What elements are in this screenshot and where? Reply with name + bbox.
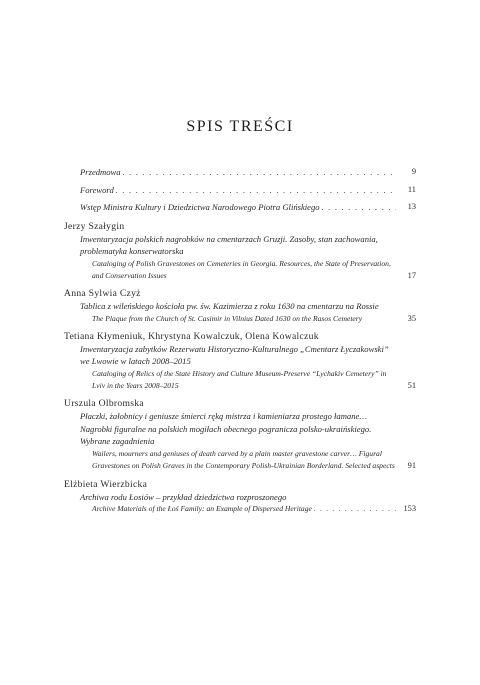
toc-entry-foreword[interactable] [64, 184, 416, 197]
english-title-text: Wailers, mourners and geniuses of death carved by a plain master gravestone carver… Figural Gravestones on Polish Graves in the Contemporary Polish-Ukrainian Borderland. Selected aspects [92, 448, 395, 471]
english-title-text: Cataloging of Polish Gravestones on Cemeteries in Georgia. Resources, the State of Preservation, and Conservation Issues [92, 258, 391, 280]
leader-dots [116, 184, 396, 197]
leader-dots [123, 166, 396, 179]
toc-page-number: 51 [407, 381, 416, 391]
toc-entry-introduction[interactable] [64, 201, 416, 214]
article-author: Elżbieta Wierzbicka [64, 478, 148, 490]
english-title-text: Cataloging of Relics of the State History and Culture Museum-Preserve “Lychakiv Cemetery” in Lviv in the Years 2008–2015 [92, 368, 387, 391]
leader-dots [314, 503, 396, 515]
toc-entry-english-title[interactable] [64, 448, 416, 473]
table-of-contents [64, 166, 416, 515]
toc-page-number: 35 [407, 313, 416, 323]
toc-page-number: 9 [411, 167, 416, 176]
article-author: Urszula Olbromska [64, 398, 144, 410]
toc-entry-english-title[interactable] [64, 258, 416, 283]
article-author: Jerzy Szałygin [64, 220, 125, 232]
toc-entry-english-title[interactable] [64, 313, 416, 325]
article-author: Anna Sylwia Czyż [64, 288, 141, 300]
toc-entry-article-title[interactable]: Inwentaryzacja polskich nagrobków na cmentarzach Gruzji. Zasoby, stan zachowania, problematyka konserwatorska [80, 233, 378, 256]
leader-dots [322, 201, 396, 214]
toc-entry-title: Foreword [80, 184, 114, 195]
toc-page-number: 17 [407, 270, 416, 280]
toc-entry-article-title[interactable]: Tablica z wileńskiego kościoła pw. św. Kazimierza z roku 1630 na cmentarzu na Rossie [80, 301, 379, 312]
article-author: Tetiana Kłymeniuk, Khrystyna Kowalczuk, Olena Kowalczuk [64, 330, 319, 342]
toc-page-number: 153 [403, 504, 416, 514]
toc-page-number: 13 [407, 202, 416, 211]
page-title: SPIS TREŚCI [186, 118, 294, 135]
toc-page-number: 11 [407, 184, 416, 194]
toc-page-number: 91 [407, 461, 416, 471]
toc-entry-english-title[interactable] [64, 503, 416, 515]
toc-entry-article-title[interactable]: Archiwa rodu Łosiów – przykład dziedzictwa rozproszonego [80, 491, 287, 502]
toc-entry-english-title[interactable] [64, 368, 416, 393]
toc-entry-preface[interactable] [64, 166, 416, 179]
toc-entry-article-title[interactable]: Płaczki, żałobnicy i geniusze śmierci ręką mistrza i kamieniarza prostego łamane… Nagrobki figuralne na polskich mogiłach obecnego pogranicza polsko-ukraińskiego. Wybrane zagadnienia [80, 411, 372, 447]
english-title-text: Archive Materials of the Łoś Family: an Example of Dispersed Heritage [92, 504, 312, 514]
toc-entry-title: Wstęp Ministra Kultury i Dziedzictwa Narodowego Piotra Glińskiego [80, 202, 320, 212]
toc-entry-title: Przedmowa [80, 167, 121, 177]
english-title-text: The Plaque from the Church of St. Casimir in Vilnius Dated 1630 on the Rasos Cemetery [92, 313, 363, 323]
toc-entry-article-title[interactable]: Inwentaryzacja zabytków Rezerwatu Historyczno-Kulturalnego „Cmentarz Łyczakowski” we Lwowie w latach 2008–2015 [80, 343, 389, 367]
